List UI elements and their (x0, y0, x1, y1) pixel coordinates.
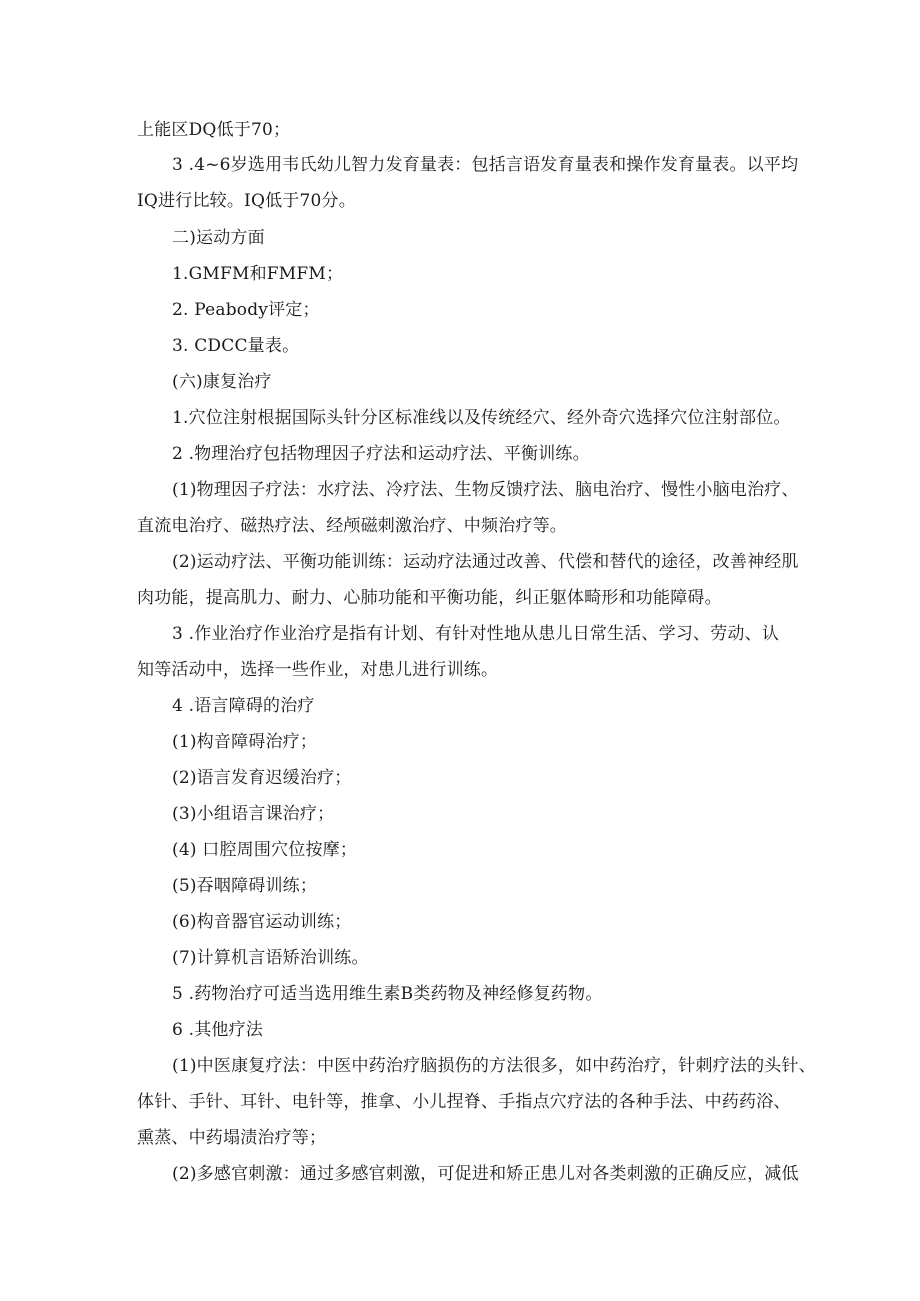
text-line: IQ进行比较。IQ低于70分。 (137, 191, 356, 211)
text-line: 1.穴位注射根据国际头针分区标准线以及传统经穴、经外奇穴选择穴位注射部位。 (172, 408, 791, 428)
text-line: 3 .4~6岁选用韦氏幼儿智力发育量表：包括言语发育量表和操作发育量表。以平均 (172, 155, 799, 175)
list-item: (3)小组语言课治疗； (172, 804, 335, 824)
list-item: (2)语言发育迟缓治疗； (172, 768, 352, 788)
text-line: 知等活动中，选择一些作业，对患儿进行训练。 (137, 660, 499, 680)
list-item: (4) 口腔周围穴位按摩； (172, 840, 358, 860)
text-line: (2)多感官刺激：通过多感官刺激，可促进和矫正患儿对各类刺激的正确反应，减低 (172, 1164, 799, 1184)
text-line: 熏蒸、中药塌渍治疗等； (137, 1128, 327, 1148)
text-line: (1)物理因子疗法：水疗法、冷疗法、生物反馈疗法、脑电治疗、慢性小脑电治疗、 (172, 480, 799, 500)
text-line: 上能区DQ低于70； (137, 120, 291, 140)
section-heading: (六)康复治疗 (172, 372, 272, 392)
text-line: 体针、手针、耳针、电针等，推拿、小儿捏脊、手指点穴疗法的各种手法、中药药浴、 (137, 1092, 791, 1112)
text-line: 肉功能，提高肌力、耐力、心肺功能和平衡功能，纠正躯体畸形和功能障碍。 (137, 588, 722, 608)
text-line: (1)中医康复疗法：中医中药治疗脑损伤的方法很多，如中药治疗，针刺疗法的头针、 (172, 1056, 816, 1076)
text-line: 3 .作业治疗作业治疗是指有计划、有针对性地从患儿日常生活、学习、劳动、认 (172, 624, 780, 644)
list-item: (7)计算机言语矫治训练。 (172, 948, 369, 968)
list-item: (6)构音器官运动训练； (172, 912, 352, 932)
text-line: (2)运动疗法、平衡功能训练：运动疗法通过改善、代偿和替代的途径，改善神经肌 (172, 552, 799, 572)
text-line: 2 .物理治疗包括物理因子疗法和运动疗法、平衡训练。 (172, 444, 590, 464)
text-line: 3. CDCC量表。 (172, 336, 300, 356)
text-line: 6 .其他疗法 (172, 1020, 264, 1040)
section-heading: 二)运动方面 (172, 228, 265, 248)
text-line: 5 .药物治疗可适当选用维生素B类药物及神经修复药物。 (172, 984, 603, 1004)
text-line: 2. Peabody评定； (172, 300, 320, 320)
text-line: 1.GMFM和FMFM； (172, 264, 344, 284)
list-item: (5)吞咽障碍训练； (172, 876, 318, 896)
text-line: 4 .语言障碍的治疗 (172, 696, 315, 716)
list-item: (1)构音障碍治疗； (172, 732, 318, 752)
text-line: 直流电治疗、磁热疗法、经颅磁刺激治疗、中频治疗等。 (137, 516, 567, 536)
